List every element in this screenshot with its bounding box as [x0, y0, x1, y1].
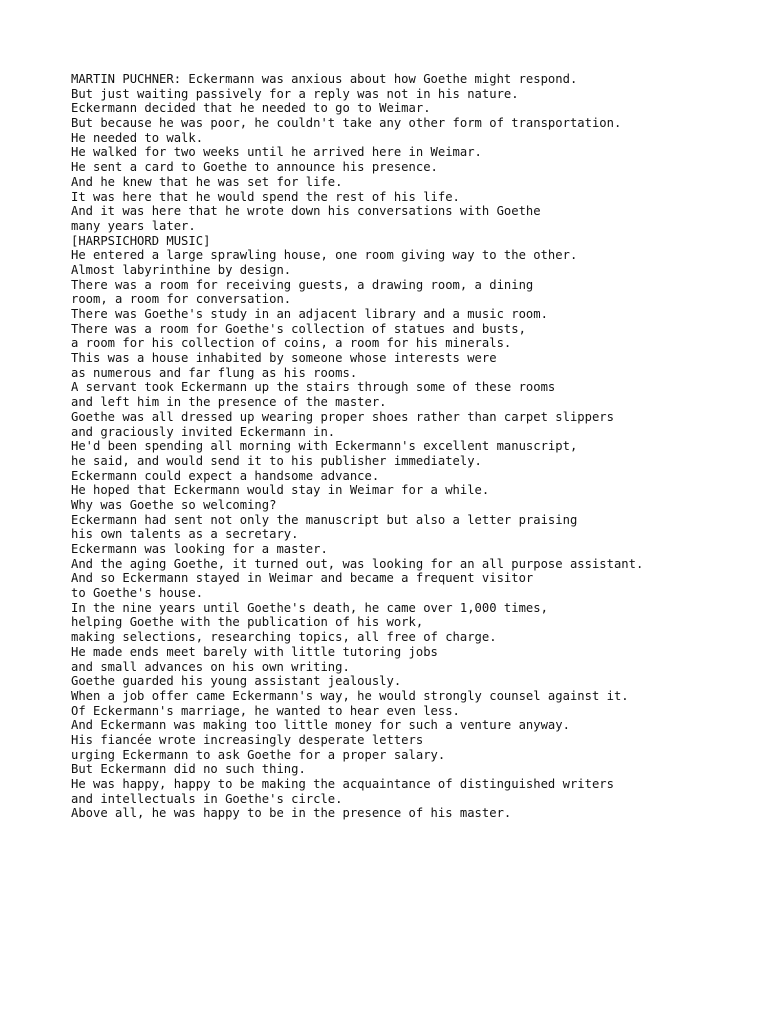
transcript-line: There was a room for receiving guests, a drawing room, a dining: [71, 277, 534, 292]
transcript-line: And it was here that he wrote down his conversations with Goethe: [71, 204, 541, 219]
transcript-line: and graciously invited Eckermann in.: [71, 424, 336, 439]
transcript-line: But just waiting passively for a reply was not in his nature.: [71, 86, 519, 101]
transcript-line: Eckermann could expect a handsome advance.: [71, 468, 380, 483]
transcript-line: Above all, he was happy to be in the presence of his master.: [71, 806, 512, 821]
transcript-line: to Goethe's house.: [71, 586, 204, 601]
transcript-line: He was happy, happy to be making the acquaintance of distinguished writers: [71, 777, 614, 791]
transcript-line: And he knew that he was set for life.: [71, 174, 343, 189]
transcript-line: Of Eckermann's marriage, he wanted to hear even less.: [71, 703, 460, 718]
transcript-line: as numerous and far flung as his rooms.: [71, 365, 358, 380]
transcript-line: He hoped that Eckermann would stay in Weimar for a while.: [71, 483, 490, 498]
transcript-line: He'd been spending all morning with Eckermann's excellent manuscript,: [71, 439, 578, 454]
transcript-line: Goethe guarded his young assistant jealously.: [71, 674, 402, 689]
transcript-line: And the aging Goethe, it turned out, was looking for an all purpose assistant.: [71, 556, 644, 571]
transcript-line: He entered a large sprawling house, one room giving way to the other.: [71, 248, 578, 263]
transcript-line: and left him in the presence of the master.: [71, 395, 387, 410]
transcript-line: his own talents as a secretary.: [71, 527, 299, 542]
transcript-line: He made ends meet barely with little tutoring jobs: [71, 644, 438, 659]
transcript-line: helping Goethe with the publication of his work,: [71, 615, 424, 630]
transcript-line: But because he was poor, he couldn't take any other form of transportation.: [71, 116, 622, 131]
transcript-line: many years later.: [71, 218, 196, 233]
transcript-line: Eckermann had sent not only the manuscript but also a letter praising: [71, 512, 578, 527]
transcript-line: He walked for two weeks until he arrived here in Weimar.: [71, 145, 482, 160]
transcript-line: There was Goethe's study in an adjacent library and a music room.: [71, 307, 548, 321]
transcript-line: room, a room for conversation.: [71, 292, 292, 307]
transcript-line: He sent a card to Goethe to announce his presence.: [71, 160, 438, 175]
transcript-line: In the nine years until Goethe's death, he came over 1,000 times,: [71, 600, 548, 615]
transcript-line: But Eckermann did no such thing.: [71, 762, 306, 777]
transcript-line: and small advances on his own writing.: [71, 659, 350, 674]
transcript-line: There was a room for Goethe's collection of statues and busts,: [71, 321, 526, 336]
transcript-line: and intellectuals in Goethe's circle.: [71, 791, 343, 806]
transcript-line: Eckermann was looking for a master.: [71, 542, 328, 556]
transcript-line: MARTIN PUCHNER: Eckermann was anxious about how Goethe might respond.: [71, 72, 578, 86]
transcript-line: And Eckermann was making too little money for such a venture anyway.: [71, 718, 570, 733]
transcript-page: [71, 72, 751, 821]
transcript-line: His fiancée wrote increasingly desperate letters: [71, 732, 424, 747]
transcript-line: a room for his collection of coins, a room for his minerals.: [71, 336, 512, 351]
transcript-line: Goethe was all dressed up wearing proper shoes rather than carpet slippers: [71, 409, 614, 424]
transcript-line: He needed to walk.: [71, 130, 204, 145]
transcript-text: [71, 72, 751, 821]
transcript-line: making selections, researching topics, all free of charge.: [71, 630, 497, 645]
transcript-line: Why was Goethe so welcoming?: [71, 497, 277, 512]
transcript-line: It was here that he would spend the rest of his life.: [71, 189, 460, 204]
transcript-line: When a job offer came Eckermann's way, he would strongly counsel against it.: [71, 688, 629, 703]
transcript-line: And so Eckermann stayed in Weimar and became a frequent visitor: [71, 571, 534, 586]
transcript-line: Almost labyrinthine by design.: [71, 262, 292, 277]
transcript-line: urging Eckermann to ask Goethe for a proper salary.: [71, 747, 446, 762]
transcript-line: A servant took Eckermann up the stairs through some of these rooms: [71, 380, 556, 395]
transcript-line: This was a house inhabited by someone whose interests were: [71, 351, 497, 366]
transcript-line: [HARPSICHORD MUSIC]: [71, 233, 211, 248]
transcript-line: Eckermann decided that he needed to go to Weimar.: [71, 101, 431, 116]
transcript-line: he said, and would send it to his publisher immediately.: [71, 453, 482, 468]
